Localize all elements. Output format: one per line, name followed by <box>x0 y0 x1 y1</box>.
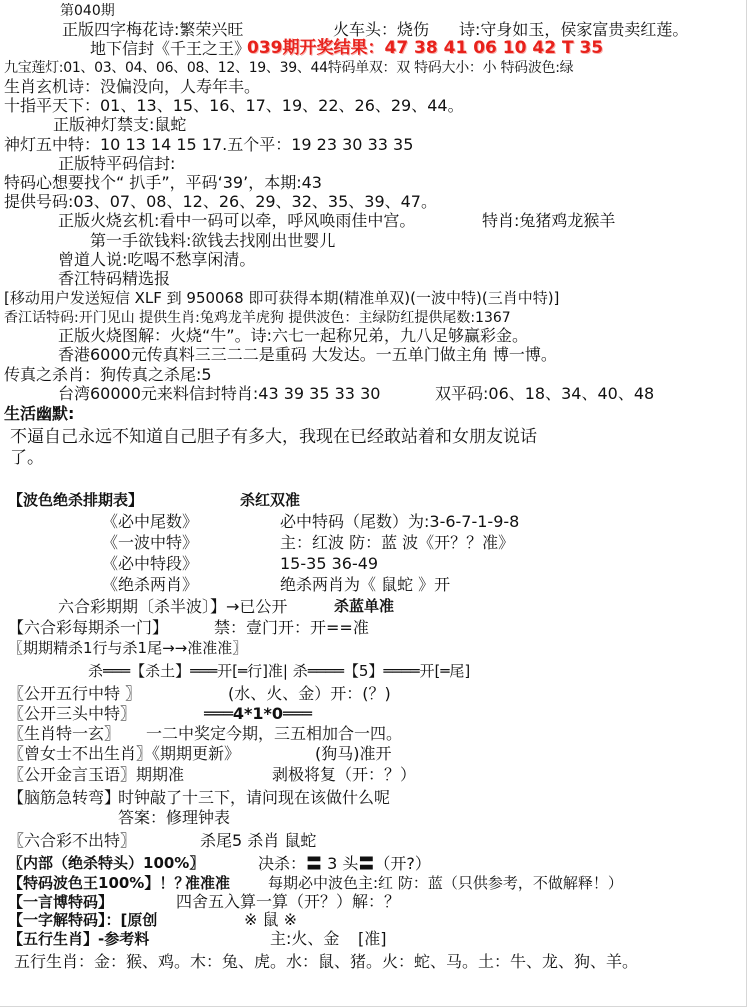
humor-title: 生活幽默: <box>4 404 75 423</box>
five-element-zodiac-label: 【五行生肖】-参考料 <box>8 930 150 948</box>
fax-kill-line: 传真之杀肖：狗传真之杀尾:5 <box>4 365 212 384</box>
five-element-zodiac-list: 五行生肖：金：猴、鸡。木：兔、虎。水：鼠、猪。火：蛇、马。土：牛、龙、狗、羊。 <box>14 952 639 971</box>
golden-words-label: 〖公开金言玉语〗期期准 <box>8 765 185 784</box>
double-flat-numbers: 双平码:06、18、34、40、48 <box>435 384 655 403</box>
fire-mystery-line: 正版火烧玄机:看中一码可以牵，呼风唤雨佳中宫。 <box>58 211 416 230</box>
one-wave-label: 《一波中特》 <box>102 533 199 552</box>
provided-numbers: 提供号码:03、07、08、12、26、29、32、35、39、47。 <box>4 192 437 211</box>
hongkong-report-title: 香江特码精选报 <box>58 269 171 288</box>
train-head: 火车头：烧伤 <box>333 20 430 39</box>
five-element-zodiac-main: 主:火、金 <box>270 929 340 948</box>
previous-results: 039期开奖结果：47 38 41 06 10 42 T 35 <box>247 38 604 58</box>
five-element-zodiac-accurate: [准] <box>358 929 387 948</box>
zodiac-poem: 生肖玄机诗：没偏没向，人寿年丰。 <box>4 77 261 96</box>
ms-zeng-label: 〖曾女士不出生肖〗《期期更新》 <box>8 744 241 763</box>
no-special-label: 〖六合彩不出特〗 <box>8 831 137 850</box>
color-king-accurate: 准准准 <box>185 874 231 892</box>
color-king-label: 【特码波色王100%】！？ <box>8 874 190 892</box>
inner-kill-label: 〖内部（绝杀特头）100%〗 <box>8 854 205 872</box>
must-tail-value: 必中特码（尾数）为:3-6-7-1-9-8 <box>280 512 520 531</box>
zodiac-one-value: 一二中奖定今期，三五相加合一四。 <box>146 724 403 743</box>
one-wave-value: 主：红波 防：蓝 波《开？？准》 <box>280 533 515 552</box>
must-segment-value: 15-35 36-49 <box>280 554 379 573</box>
kill-line-title: 〖期期精杀1行与杀1尾→→准准准〗 <box>8 639 248 657</box>
kill-line-values: 杀═══【杀土】═══开[═行]准| 杀════【5】════开[═尾] <box>88 662 471 680</box>
five-element-value: (水、火、金）开：(？) <box>228 684 391 703</box>
one-word-bet-label: 【一言博特码】 <box>8 893 114 911</box>
golden-words-value: 剥极将复（开：？） <box>272 765 417 784</box>
hk-fax-line: 香港6000元传真料三三二二是重码 大发达。一五单门做主角 博一博。 <box>58 345 557 364</box>
lotus-lamp-line: 九宝莲灯:01、03、04、06、08、12、19、39、44特码单双：双 特码大小：小 特码波色:绿 <box>4 60 574 76</box>
special-zodiac: 特肖:兔猪鸡龙猴羊 <box>482 211 616 230</box>
brain-teaser-answer: 答案：修理钟表 <box>118 808 231 827</box>
xiangjiang-talk-line: 香江话特码:开门见山 提供生肖:兔鸡龙羊虎狗 提供波色：主绿防红提供尾数:1367 <box>4 310 511 326</box>
brain-teaser-question: 时钟敲了十三下，请问现在该做什么呢 <box>118 788 391 807</box>
first-hand-line: 第一手欲钱料:欲钱去找刚出世婴儿 <box>90 231 336 250</box>
taiwan-envelope-line: 台湾60000元来料信封特肖:43 39 35 33 30 <box>58 384 381 403</box>
envelope-title: 地下信封《千王之王》 <box>90 39 251 58</box>
half-wave-label: 六合彩期期〔杀半波〕】→已公开 <box>58 597 288 616</box>
three-head-label: 〖公开三头中特〗 <box>8 704 137 723</box>
kill-two-value: 绝杀两肖为《 鼠蛇 》开 <box>280 575 451 594</box>
ten-fingers-line: 十指平天下：01、13、15、16、17、19、22、26、29、44。 <box>4 96 464 115</box>
humor-text-2: 了。 <box>10 448 44 468</box>
plum-poem-label: 正版四字梅花诗:繁荣兴旺 <box>62 20 244 39</box>
kill-one-gate-value: 禁：壹门开：开==准 <box>214 618 369 637</box>
zeng-says-line: 曾道人说:吃喝不愁享闲清。 <box>58 250 256 269</box>
three-head-value: ═══4*1*0═══ <box>204 704 312 723</box>
ms-zeng-value: (狗马)准开 <box>315 744 392 763</box>
color-king-value: 每期必中波色主:红 防：蓝（只供参考，不做解释！） <box>268 874 623 892</box>
one-char-label: 【一字解特码】：[原创 <box>8 911 158 929</box>
color-kill-title: 【波色绝杀排期表】 <box>8 491 144 509</box>
pickpocket-line: 特码心想要找个“ 扒手”，平码‘39’，本期:43 <box>4 173 322 192</box>
must-segment-label: 《必中特段》 <box>102 554 199 573</box>
issue-number: 第040期 <box>60 3 115 19</box>
brain-teaser-label: 【脑筋急转弯】 <box>8 788 121 807</box>
kill-blue-label: 杀蓝单准 <box>334 597 395 615</box>
sms-promo-line: [移动用户发送短信 XLF 到 950068 即可获得本期(精准单双)(一波中特)(三肖中特)] <box>4 289 560 307</box>
poem-text: 诗:守身如玉，侯家富贵卖红莲。 <box>459 20 689 39</box>
one-word-bet-value: 四舍五入算一算（开？）解：？ <box>176 892 401 911</box>
kill-red-label: 杀红双准 <box>240 491 301 509</box>
one-char-value: ※ 鼠 ※ <box>244 910 297 929</box>
fire-diagram-line: 正版火烧图解：火烧“牛”。诗:六七一起称兄弟，九八足够赢彩金。 <box>58 326 528 345</box>
zodiac-one-label: 〖生肖特一玄〗 <box>8 724 121 743</box>
humor-text-1: 不逼自己永远不知道自己胆子有多大，我现在已经敢站着和女朋友说话 <box>10 427 537 447</box>
no-special-value: 杀尾5 杀肖 鼠蛇 <box>200 831 317 850</box>
five-element-label: 〖公开五行中特 〗 <box>8 684 142 703</box>
flat-envelope-title: 正版特平码信封: <box>58 154 176 173</box>
inner-kill-value: 决杀：〓 3 头〓（开?） <box>258 854 431 873</box>
kill-one-gate-label: 【六合彩每期杀一门】 <box>8 618 169 637</box>
lamp-ban-line: 正版神灯禁支:鼠蛇 <box>53 115 187 134</box>
must-tail-label: 《必中尾数》 <box>102 512 199 531</box>
lamp-five-line: 神灯五中特：10 13 14 15 17.五个平：19 23 30 33 35 <box>4 135 414 154</box>
kill-two-label: 《绝杀两肖》 <box>102 575 199 594</box>
